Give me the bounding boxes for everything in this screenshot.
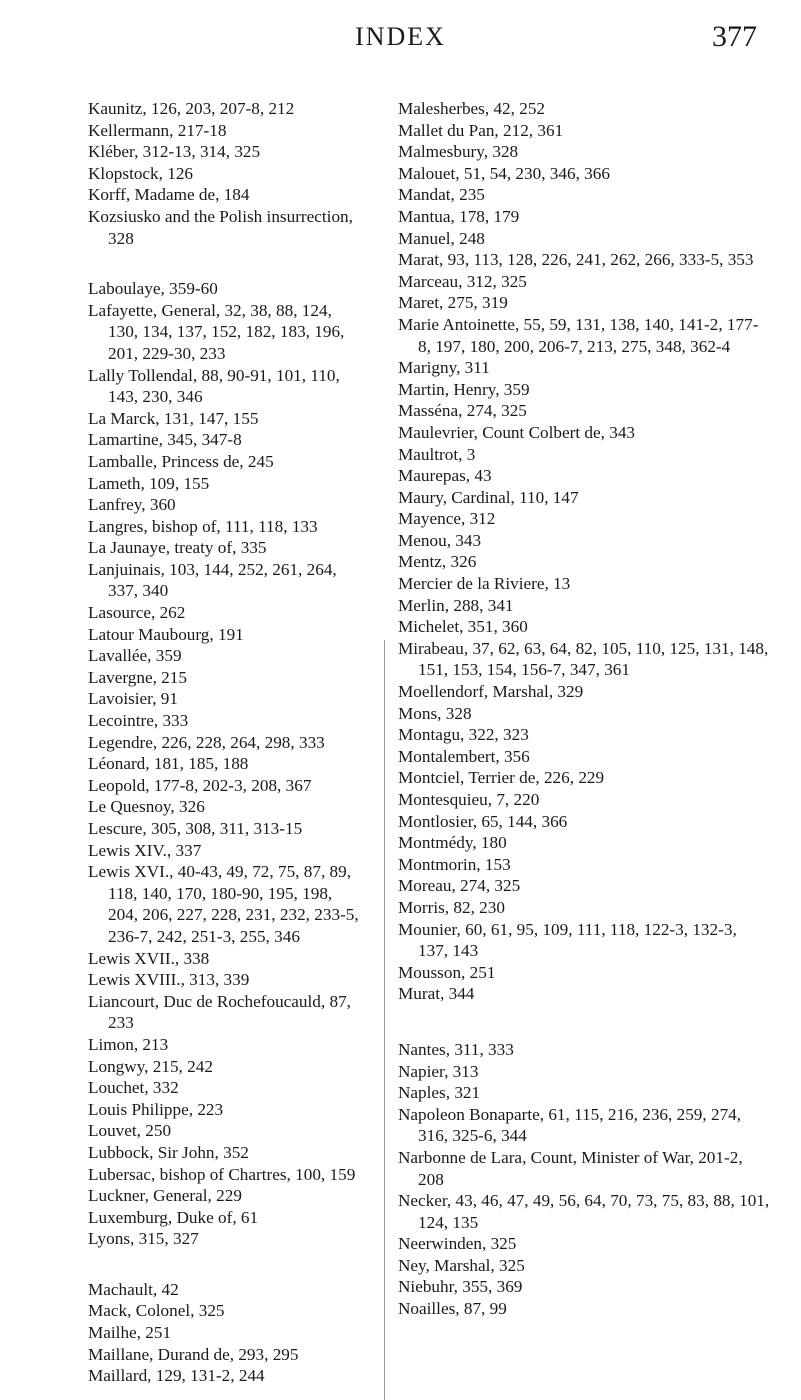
index-entry: Naples, 321 (398, 1083, 481, 1103)
index-entry: Kellermann, 217-18 (88, 120, 227, 140)
index-entry: Marigny, 311 (398, 358, 490, 378)
index-entry: Maury, Cardinal, 110, 147 (398, 487, 579, 507)
index-entry: Masséna, 274, 325 (398, 401, 527, 421)
index-entry: Louchet, 332 (88, 1078, 179, 1098)
section-gap (88, 1250, 364, 1279)
index-entry: Lewis XVIII., 313, 339 (88, 970, 250, 990)
index-entry: Langres, bishop of, 111, 118, 133 (88, 516, 318, 536)
index-entry: Lewis XVI., 40-43, 49, 72, 75, 87, 89, 118, 140, 170, 180-90, 195, 198, 204, 206, 227, 228, 231, 232, 233-5, 236-7, 242, 251-3, 255, 346 (88, 862, 359, 946)
index-entry: Lally Tollendal, 88, 90-91, 101, 110, 143, 230, 346 (88, 365, 340, 407)
index-entry: Mack, Colonel, 325 (88, 1301, 225, 1321)
index-entry: Luxemburg, Duke of, 61 (88, 1207, 259, 1227)
page-title: INDEX (355, 22, 446, 51)
index-entry: Kléber, 312-13, 314, 325 (88, 142, 261, 162)
index-entry: Maret, 275, 319 (398, 293, 508, 313)
index-entry: Lewis XVII., 338 (88, 948, 210, 968)
index-entry: Ney, Marshal, 325 (398, 1255, 525, 1275)
index-entry: Merlin, 288, 341 (398, 595, 514, 615)
index-entry: Latour Maubourg, 191 (88, 624, 244, 644)
index-entry: Mons, 328 (398, 703, 472, 723)
index-entry: Montmédy, 180 (398, 833, 507, 853)
index-entry: Michelet, 351, 360 (398, 617, 528, 637)
index-entry: Mercier de la Riviere, 13 (398, 574, 571, 594)
index-entry: Louis Philippe, 223 (88, 1099, 224, 1119)
index-entry: Marceau, 312, 325 (398, 271, 527, 291)
index-entry: Neerwinden, 325 (398, 1234, 517, 1254)
index-entry: La Marck, 131, 147, 155 (88, 408, 259, 428)
index-entry: Mailhe, 251 (88, 1323, 172, 1343)
index-entry: Legendre, 226, 228, 264, 298, 333 (88, 732, 325, 752)
index-entry: Malmesbury, 328 (398, 142, 519, 162)
index-entry: Malesherbes, 42, 252 (398, 99, 546, 118)
index-entry: Lavergne, 215 (88, 667, 187, 687)
index-entry: Lamartine, 345, 347-8 (88, 430, 242, 450)
index-entry: Marat, 93, 113, 128, 226, 241, 262, 266, 333-5, 353 (398, 250, 754, 270)
index-entry: Noailles, 87, 99 (398, 1299, 507, 1319)
index-entry: Léonard, 181, 185, 188 (88, 754, 249, 774)
index-entry: Niebuhr, 355, 369 (398, 1277, 523, 1297)
index-entry: Lafayette, General, 32, 38, 88, 124, 130, 134, 137, 152, 182, 183, 196, 201, 229-30, 233 (88, 300, 345, 363)
index-column-left (88, 98, 364, 1387)
index-entry: Mallet du Pan, 212, 361 (398, 120, 564, 140)
column-divider (384, 640, 385, 1400)
index-entry: Liancourt, Duc de Rochefoucauld, 87, 233 (88, 991, 351, 1033)
index-entry: Mandat, 235 (398, 185, 485, 205)
index-entry: Korff, Madame de, 184 (88, 185, 250, 205)
index-entry: Maillane, Durand de, 293, 295 (88, 1344, 299, 1364)
index-entry: Limon, 213 (88, 1034, 169, 1054)
index-entry: Lescure, 305, 308, 311, 313-15 (88, 819, 303, 838)
section-gap (398, 1005, 770, 1039)
index-entry: Montalembert, 356 (398, 746, 530, 766)
index-entry: Montlosier, 65, 144, 366 (398, 811, 568, 831)
index-entry: Mousson, 251 (398, 962, 496, 982)
index-entry: Maurepas, 43 (398, 466, 492, 486)
index-entry: Necker, 43, 46, 47, 49, 56, 64, 70, 73, 75, 83, 88, 101, 124, 135 (398, 1191, 770, 1232)
index-entry: Mayence, 312 (398, 509, 496, 529)
index-entry: La Jaunaye, treaty of, 335 (88, 538, 267, 558)
index-entry: Lanjuinais, 103, 144, 252, 261, 264, 337, 340 (88, 559, 337, 601)
index-entry: Lyons, 315, 327 (88, 1229, 199, 1249)
index-entry: Lanfrey, 360 (88, 495, 176, 515)
index-entry: Kaunitz, 126, 203, 207-8, 212 (88, 99, 295, 118)
page-header (0, 18, 801, 72)
index-entry: Manuel, 248 (398, 228, 485, 248)
index-entry: Louvet, 250 (88, 1121, 172, 1141)
index-entry: Morris, 82, 230 (398, 897, 505, 917)
index-entry: Le Quesnoy, 326 (88, 797, 205, 817)
section-gap (88, 249, 364, 278)
index-entry: Mirabeau, 37, 62, 63, 64, 82, 105, 110, 125, 131, 148, 151, 153, 154, 156-7, 347, 361 (398, 638, 769, 680)
index-entry: Leopold, 177-8, 202-3, 208, 367 (88, 775, 312, 795)
index-entry: Luckner, General, 229 (88, 1186, 242, 1206)
index-entry: Menou, 343 (398, 530, 482, 550)
index-entry: Lasource, 262 (88, 603, 186, 623)
index-entry: Montmorin, 153 (398, 854, 511, 874)
index-entry: Montagu, 322, 323 (398, 725, 529, 745)
index-entry: Mantua, 178, 179 (398, 206, 520, 226)
index-entry: Mentz, 326 (398, 552, 477, 572)
index-entry: Napier, 313 (398, 1061, 479, 1081)
index-entry: Moreau, 274, 325 (398, 876, 521, 896)
index-entry: Malouet, 51, 54, 230, 346, 366 (398, 163, 610, 183)
index-entry: Machault, 42 (88, 1279, 179, 1299)
page-number: 377 (712, 20, 757, 53)
index-entry: Lavallée, 359 (88, 646, 182, 666)
index-entry: Napoleon Bonaparte, 61, 115, 216, 236, 259, 274, 316, 325-6, 344 (398, 1104, 742, 1146)
index-entry: Longwy, 215, 242 (88, 1056, 213, 1076)
index-entry: Lamballe, Princess de, 245 (88, 451, 274, 471)
index-entry: Martin, Henry, 359 (398, 379, 530, 399)
index-entry: Lecointre, 333 (88, 711, 189, 731)
index-entry: Montesquieu, 7, 220 (398, 790, 540, 809)
index-entry: Maillard, 129, 131-2, 244 (88, 1366, 265, 1386)
index-entry: Maulevrier, Count Colbert de, 343 (398, 422, 636, 442)
index-entry: Nantes, 311, 333 (398, 1039, 514, 1059)
index-entry: Lewis XIV., 337 (88, 840, 202, 860)
index-entry: Maultrot, 3 (398, 444, 476, 464)
index-entry: Moellendorf, Marshal, 329 (398, 682, 584, 702)
index-entry: Lubersac, bishop of Chartres, 100, 159 (88, 1164, 356, 1184)
index-entry: Marie Antoinette, 55, 59, 131, 138, 140, 141-2, 177-8, 197, 180, 200, 206-7, 213, 275, 348, 362-4 (398, 314, 759, 356)
index-entry: Narbonne de Lara, Count, Minister of War, 201-2, 208 (398, 1147, 743, 1189)
index-entry: Mounier, 60, 61, 95, 109, 111, 118, 122-3, 132-3, 137, 143 (398, 919, 737, 961)
index-entry: Lubbock, Sir John, 352 (88, 1142, 249, 1162)
index-entry: Klopstock, 126 (88, 163, 194, 183)
index-entry: Lameth, 109, 155 (88, 473, 210, 493)
index-entry: Kozsiusko and the Polish insurrection, 328 (88, 206, 353, 248)
index-entry: Montciel, Terrier de, 226, 229 (398, 768, 605, 788)
index-entry: Murat, 344 (398, 984, 475, 1004)
index-column-right (398, 98, 770, 1320)
index-entry: Lavoisier, 91 (88, 689, 178, 709)
index-entry: Laboulaye, 359-60 (88, 279, 218, 299)
